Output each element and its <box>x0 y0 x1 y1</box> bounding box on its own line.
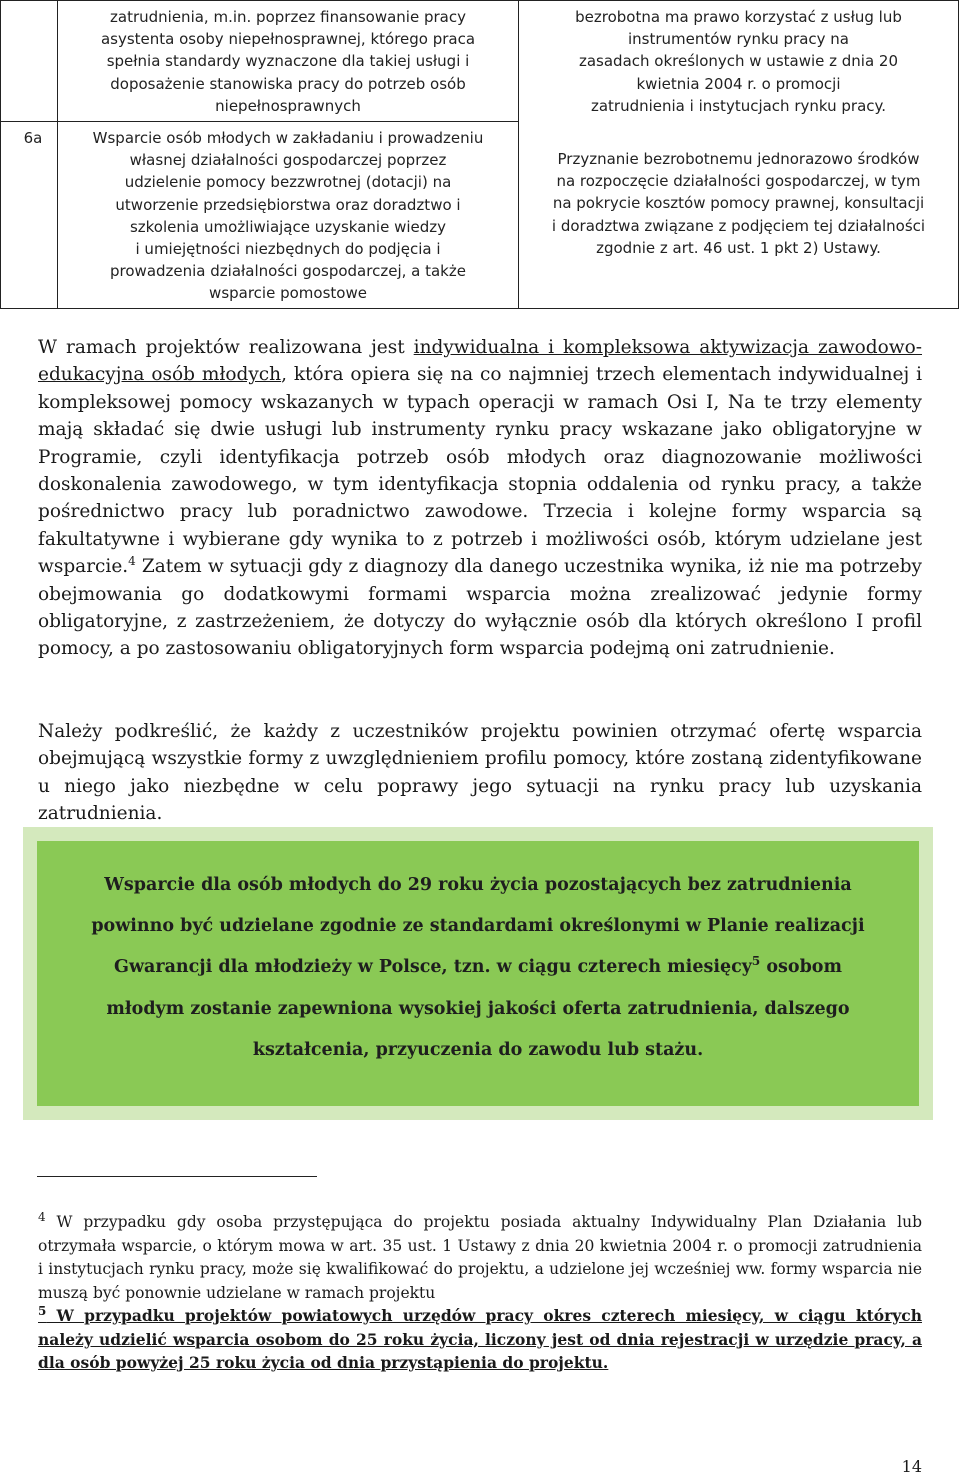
legal-basis-cell <box>519 1 959 309</box>
highlight-line: kształcenia, przyuczenia do zawodu lub stażu. <box>252 1039 704 1060</box>
text-line: kwietnia 2004 r. o promocji <box>636 74 841 93</box>
text-line: utworzenie przedsiębiorstwa oraz doradztwo i <box>115 195 461 214</box>
body-paragraph <box>38 334 922 663</box>
footnote-4 <box>38 1211 922 1305</box>
text-line: zgodnie z art. 46 ust. 1 pkt 2) Ustawy. <box>596 238 881 257</box>
row-number: 6a <box>23 129 43 148</box>
body-paragraph: Należy podkreślić, że każdy z uczestników projektu powinien otrzymać ofertę wsparcia obejmującą wszystkie formy z uwzględnieniem profilu pomocy, które zostaną zidentyfikowane u niego jako niezbędne w celu poprawy jego sytuacji na rynku pracy lub uzyskania zatrudnienia. <box>38 721 922 825</box>
footnote-text: W przypadku gdy osoba przystępująca do projektu posiada aktualny Indywidualny Plan Działania lub otrzymała wsparcie, o którym mowa w art. 35 ust. 1 Ustawy z dnia 20 kwietnia 2004 r. o promocji zatrudnienia i instytucjach rynku pracy, może się kwalifikować do projektu, a udzielone jej wcześniej ww. formy wsparcia nie muszą być ponownie udzielane w ramach projektu <box>38 1213 922 1302</box>
text-line: doposażenie stanowiska pracy do potrzeb osób <box>110 74 466 93</box>
support-description-cell <box>58 1 519 122</box>
support-description-cell <box>58 122 519 309</box>
footnote-separator <box>37 1176 317 1177</box>
highlight-line: młodym zostanie zapewniona wysokiej jakości oferta zatrudnienia, dalszego <box>106 998 850 1019</box>
footnote-ref[interactable]: 4 <box>128 554 136 569</box>
text-line: asystenta osoby niepełnosprawnej, którego praca <box>100 30 476 49</box>
highlight-box <box>37 841 919 1106</box>
table-row <box>1 1 959 122</box>
text-line: spełnia standardy wyznaczone dla takiej usługi i <box>106 52 470 71</box>
support-forms-table <box>0 0 959 309</box>
text-line: Przyznanie bezrobotnemu jednorazowo środków <box>557 150 920 169</box>
text-line: Wsparcie osób młodych w zakładaniu i prowadzeniu <box>92 129 484 148</box>
text-line: i doradztwa związane z podjęciem tej działalności <box>551 216 926 235</box>
text-line: i umiejętności niezbędnych do podjęcia i <box>135 240 441 259</box>
paragraph-text: W ramach projektów realizowana jest <box>38 337 414 358</box>
footnote-5 <box>38 1304 922 1375</box>
row-number-cell <box>1 122 58 309</box>
highlight-line: powinno być udzielane zgodnie ze standardami określonymi w Planie realizacji <box>91 916 865 937</box>
underlined-phrase: indywidualna i kompleksowa aktywizacja zawodowo-edukacyjna osób młodych <box>38 337 922 386</box>
paragraph-text: , która opiera się na co najmniej trzech elementach indywidualnej i kompleksowej pomocy wskazanych w typach operacji w ramach Osi I, Na te trzy elementy mają składać się dwie usługi lub instrumenty rynku pracy wskazane jako obligatoryjne w Programie, czyli identyfikacja potrzeb osób młodych oraz diagnozowanie możliwości doskonalenia zawodowego, w tym identyfikacja stopnia oddalenia od rynku pracy, a także pośrednictwo pracy lub poradnictwo zawodowe. Trzecia i kolejne formy wsparcia są fakultatywne i wybierane gdy wynika to z potrzeb i możliwości osób, którym udzielane jest wsparcie. <box>38 364 923 578</box>
text-line: zatrudnienia i instytucjach rynku pracy. <box>590 96 887 115</box>
highlight-line: Wsparcie dla osób młodych do 29 roku życia pozostających bez zatrudnienia <box>104 875 852 895</box>
text-line: wsparcie pomostowe <box>209 284 367 303</box>
text-line: szkolenia umożliwiające uzyskanie wiedzy <box>129 217 447 236</box>
text-line: własnej działalności gospodarczej poprzez <box>129 151 447 170</box>
text-line: na rozpoczęcie działalności gospodarczej, w tym <box>556 172 921 191</box>
row-number-cell <box>1 1 58 122</box>
text-line: udzielenie pomocy bezzwrotnej (dotacji) na <box>124 173 452 192</box>
text-line: niepełnosprawnych <box>215 96 361 115</box>
text-line: zasadach określonych w ustawie z dnia 20 <box>578 52 899 71</box>
footnote-number: 4 <box>38 1209 46 1224</box>
footnote-number: 5 <box>38 1303 47 1318</box>
paragraph-text: Zatem w sytuacji gdy z diagnozy dla danego uczestnika wynika, iż nie ma potrzeby obejmowania go dodatkowymi formami wsparcia można zrealizować jedynie formy obligatoryjne, z zastrzeżeniem, że dotyczy do wyłącznie osób dla których określono I profil pomocy, a po zastosowaniu obligatoryjnych form wsparcia podejmą oni zatrudnienie. <box>38 556 922 660</box>
text-line: bezrobotna ma prawo korzystać z usług lub <box>575 8 902 26</box>
text-line: na pokrycie kosztów pomocy prawnej, konsultacji <box>552 194 925 213</box>
text-line: zatrudnienia, m.in. poprzez finansowanie pracy <box>110 8 466 26</box>
footnote-ref[interactable]: 5 <box>751 954 761 969</box>
text-line: prowadzenia działalności gospodarczej, a także <box>110 262 466 281</box>
page-number: 14 <box>901 1457 922 1476</box>
highlight-line: Gwarancji dla młodzieży w Polsce, tzn. w ciągu czterech miesięcy$^5$ osobom <box>114 954 842 978</box>
footnote-text: W przypadku projektów powiatowych urzędów pracy okres czterech miesięcy, w ciągu których należy udzielić wsparcia osobom do 25 roku życia, liczony jest od dnia rejestracji w urzędzie pracy, a dla osób powyżej 25 roku życia od dnia przystąpienia do projektu. <box>38 1306 922 1372</box>
text-line: instrumentów rynku pracy na <box>627 30 849 49</box>
